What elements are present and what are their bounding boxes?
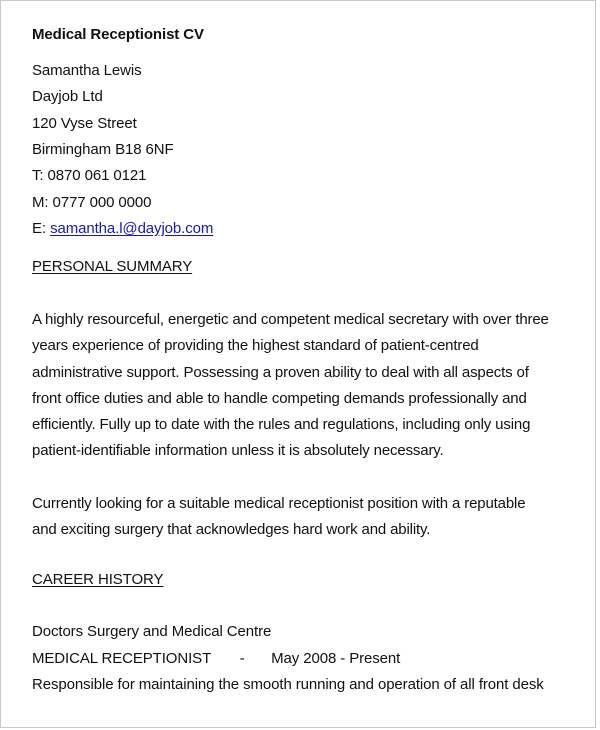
contact-city: Birmingham B18 6NF bbox=[32, 141, 174, 158]
personal-summary-paragraph-2 bbox=[32, 491, 592, 544]
summary-line: years experience of providing the highest standard of patient-centred bbox=[32, 337, 479, 355]
contact-name: Samantha Lewis bbox=[32, 62, 142, 79]
mobile-label: M: bbox=[32, 194, 49, 211]
summary-line: Currently looking for a suitable medical receptionist position with a reputable bbox=[32, 495, 526, 512]
job-description: Responsible for maintaining the smooth running and operation of all front desk bbox=[32, 676, 544, 693]
contact-company: Dayjob Ltd bbox=[32, 88, 103, 105]
email-label: E: bbox=[32, 220, 46, 237]
career-history-heading: CAREER HISTORY bbox=[32, 571, 164, 588]
role-separator: - bbox=[239, 650, 245, 667]
summary-line: A highly resourceful, energetic and competent medical secretary with over three bbox=[32, 311, 549, 328]
summary-line: patient-identifiable information unless it is absolutely necessary. bbox=[32, 442, 444, 460]
contact-mobile bbox=[32, 194, 151, 212]
phone-label: T: bbox=[32, 167, 44, 184]
contact-phone bbox=[32, 167, 146, 185]
personal-summary-paragraph-1 bbox=[32, 307, 592, 465]
job-period: May 2008 - Present bbox=[271, 650, 401, 667]
mobile-number: 0777 000 0000 bbox=[52, 194, 152, 211]
contact-street: 120 Vyse Street bbox=[32, 115, 137, 132]
email-link[interactable]: samantha.l@dayjob.com bbox=[50, 220, 214, 237]
summary-line: and exciting surgery that acknowledges hard work and ability. bbox=[32, 521, 431, 539]
job-title-line bbox=[32, 650, 400, 668]
contact-email bbox=[32, 220, 213, 238]
employer-name: Doctors Surgery and Medical Centre bbox=[32, 623, 272, 640]
summary-line: administrative support. Possessing a proven ability to deal with all aspects of bbox=[32, 363, 529, 381]
job-role: MEDICAL RECEPTIONIST bbox=[32, 650, 212, 667]
summary-line: front office duties and able to handle competing demands professionally and bbox=[32, 389, 527, 407]
phone-number: 0870 061 0121 bbox=[47, 167, 147, 184]
summary-line: efficiently. Fully up to date with the rules and regulations, including only using bbox=[32, 416, 531, 434]
personal-summary-heading: PERSONAL SUMMARY bbox=[32, 258, 193, 275]
document-title: Medical Receptionist CV bbox=[32, 26, 204, 43]
